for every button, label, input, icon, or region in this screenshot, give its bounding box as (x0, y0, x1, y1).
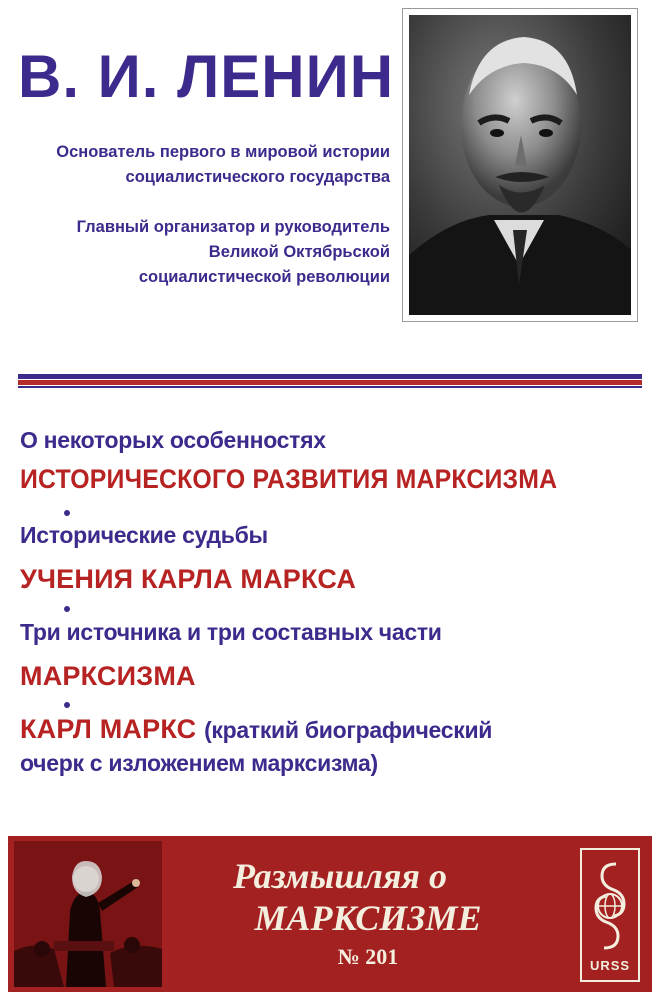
series-title-line-1: Размышляя о (233, 856, 447, 896)
bullet-separator (64, 702, 70, 708)
subtitle-line: Главный организатор и руководитель (76, 218, 390, 236)
series-title-box (168, 844, 568, 984)
publisher-name: URSS (589, 958, 631, 973)
paragraph-globe-icon (588, 856, 632, 956)
lenin-portrait-photo (409, 15, 631, 315)
subtitle-line: социалистического государства (125, 168, 390, 186)
publisher-logo (580, 848, 640, 982)
divider-blue-thin (18, 386, 642, 388)
divider-red (18, 380, 642, 385)
work-4-heading (20, 713, 492, 746)
work-2-title: УЧЕНИЯ КАРЛА МАРКСА (20, 564, 357, 594)
portrait-frame (402, 8, 638, 322)
bullet-separator (64, 606, 70, 612)
author-subtitle-organizer (20, 215, 390, 290)
subtitle-line: Основатель первого в мировой истории (56, 143, 390, 161)
author-subtitle-founder (20, 140, 390, 190)
work-3-lead: Три источника и три составных части (20, 619, 442, 645)
work-4-note: (краткий биографический (204, 717, 493, 743)
work-4-note-continued: очерк с изложением марксизма) (20, 750, 378, 776)
series-number: № 201 (337, 944, 399, 969)
work-2-lead: Исторические судьбы (20, 522, 268, 548)
subtitle-line: Великой Октябрьской (208, 243, 390, 261)
subtitle-line: социалистической революции (138, 268, 390, 286)
work-1-lead: О некоторых особенностях (20, 427, 326, 453)
author-name: В. И. ЛЕНИН (18, 43, 395, 110)
work-3-title: МАРКСИЗМА (20, 661, 196, 691)
bullet-separator (64, 510, 70, 516)
work-1-title: ИСТОРИЧЕСКОГО РАЗВИТИЯ МАРКСИЗМА (20, 464, 558, 494)
work-4-title: КАРЛ МАРКС (20, 714, 197, 744)
series-title-line-2: МАРКСИЗМЕ (254, 898, 482, 938)
divider-blue (18, 374, 642, 379)
